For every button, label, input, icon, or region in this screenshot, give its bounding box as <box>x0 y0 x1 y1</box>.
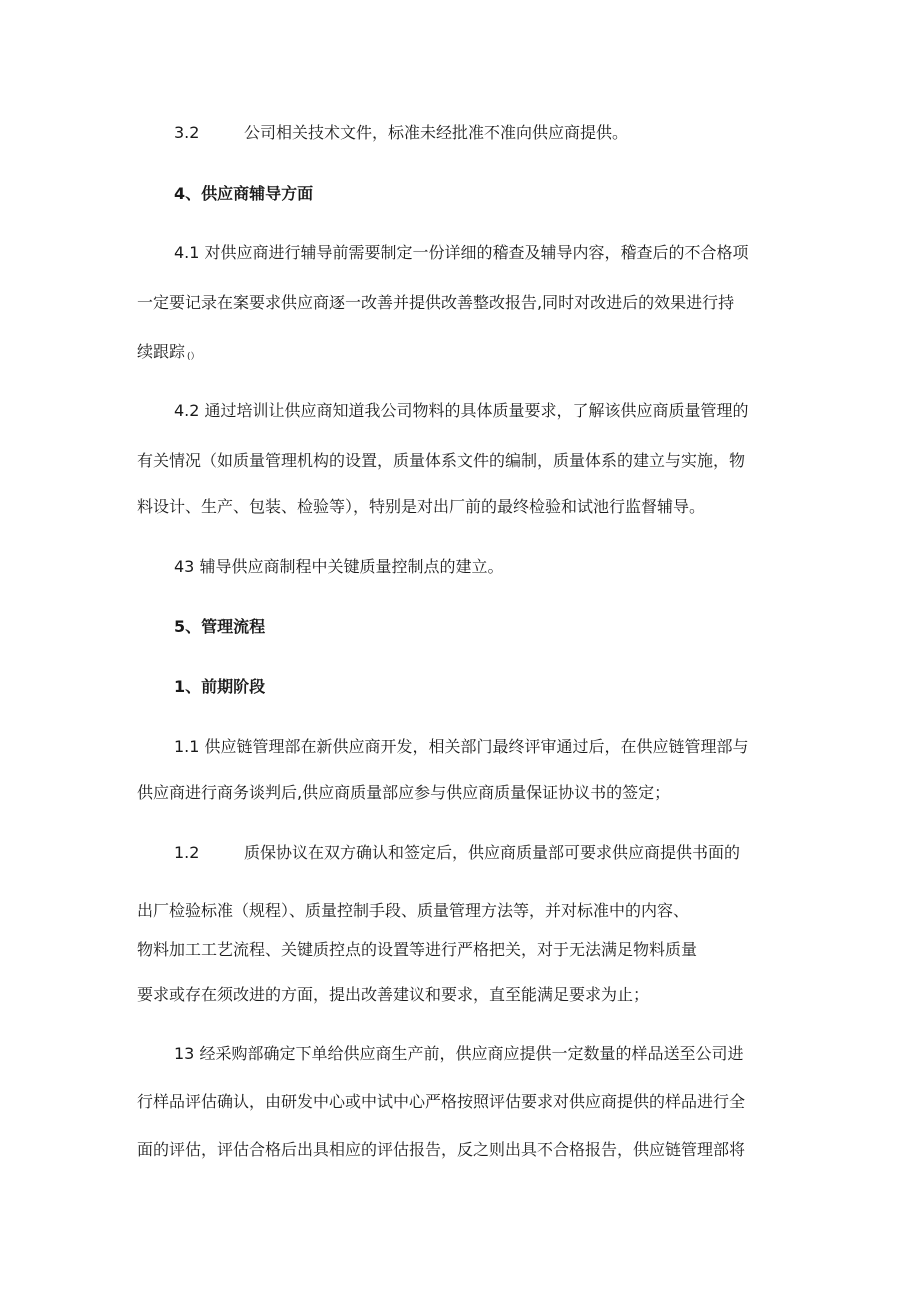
paragraph-1-3-line3: 面的评估，评估合格后出具相应的评估报告，反之则出具不合格报告，供应链管理部将 <box>137 1140 746 1159</box>
paragraph-4-1-line2: 一定要记录在案要求供应商逐一改善并提供改善整改报告,同时对改进后的效果进行持 <box>137 293 735 312</box>
paragraph-3-2 <box>174 122 628 144</box>
paragraph-4-1-line1: 4.1 对供应商进行辅导前需要制定一份详细的稽查及辅导内容，稽查后的不合格项 <box>174 243 749 262</box>
paragraph-1-1-line1: 1.1 供应链管理部在新供应商开发，相关部门最终评审通过后，在供应链管理部与 <box>174 737 749 756</box>
paragraph-1-2-line4: 要求或存在须改进的方面，提出改善建议和要求，直至能满足要求为止； <box>137 985 650 1004</box>
section-number: 1.2 <box>174 843 200 862</box>
paragraph-1-2-line2: 出厂检验标准（规程）、质量控制手段、质量管理方法等，并对标准中的内容、 <box>137 901 690 920</box>
paragraph-4-2-line1: 4.2 通过培训让供应商知道我公司物料的具体质量要求，了解该供应商质量管理的 <box>174 401 749 420</box>
citation-mark: (） <box>187 352 200 362</box>
paragraph-text: 续跟踪 <box>137 342 186 361</box>
paragraph-4-2-line2: 有关情况（如质量管理机构的设置，质量体系文件的编制，质量体系的建立与实施，物 <box>137 451 746 470</box>
paragraph-1-1-line2: 供应商进行商务谈判后,供应商质量部应参与供应商质量保证协议书的签定； <box>137 783 671 802</box>
paragraph-4-2-line3: 料设计、生产、包装、检验等），特别是对出厂前的最终检验和试池行监督辅导。 <box>137 497 706 516</box>
section-number: 3.2 <box>174 123 200 142</box>
paragraph-text: 公司相关技术文件，标准未经批准不准向供应商提供。 <box>244 123 629 142</box>
paragraph-1-2-line1 <box>174 842 740 864</box>
paragraph-1-3-line2: 行样品评估确认，由研发中心或中试中心严格按照评估要求对供应商提供的样品进行全 <box>137 1092 746 1111</box>
paragraph-4-3: 43 辅导供应商制程中关键质量控制点的建立。 <box>174 557 504 576</box>
heading-4: 4、供应商辅导方面 <box>174 184 314 203</box>
paragraph-1-3-line1: 13 经采购部确定下单给供应商生产前，供应商应提供一定数量的样品送至公司进 <box>174 1044 744 1063</box>
paragraph-4-1-line3 <box>137 341 200 368</box>
paragraph-text: 质保协议在双方确认和签定后，供应商质量部可要求供应商提供书面的 <box>244 843 741 862</box>
paragraph-1-2-line3: 物料加工工艺流程、关键质控点的设置等进行严格把关，对于无法满足物料质量 <box>137 940 698 959</box>
heading-5: 5、管理流程 <box>174 617 266 636</box>
heading-phase-1: 1、前期阶段 <box>174 677 266 696</box>
